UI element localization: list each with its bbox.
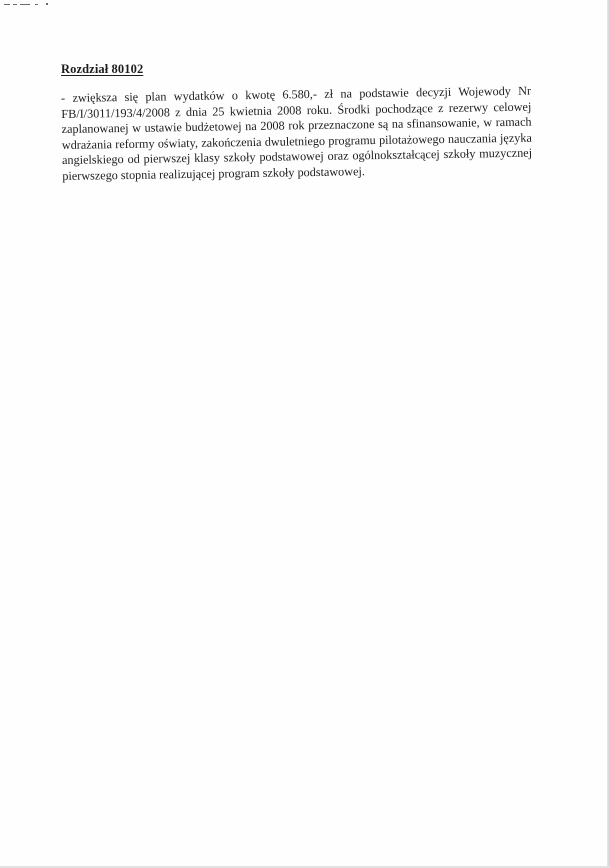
scan-artifact (4, 2, 50, 8)
section-paragraph: - zwiększa się plan wydatków o kwotę 6.580,- zł na podstawie decyzji Wojewody Nr FB/I/3011/193/4/2008 z dnia 25 kwietnia 2008 roku. Środki pochodzące z rezerwy celowej zaplanowanej w ustawie budżetowej na 2008 rok przeznaczone są na sfinansowanie, w ramach wdrażania reformy oświaty, zakończenia dwuletniego programu pilotażowego nauczania języka angielskiego od pierwszej klasy szkoły podstawowej oraz ogólnokształcącej szkoły muzycznej pierwszego stopnia realizującej program szkoły podstawowej. (61, 83, 533, 183)
document-content (61, 62, 531, 185)
section-heading: Rozdział 80102 (61, 62, 144, 76)
